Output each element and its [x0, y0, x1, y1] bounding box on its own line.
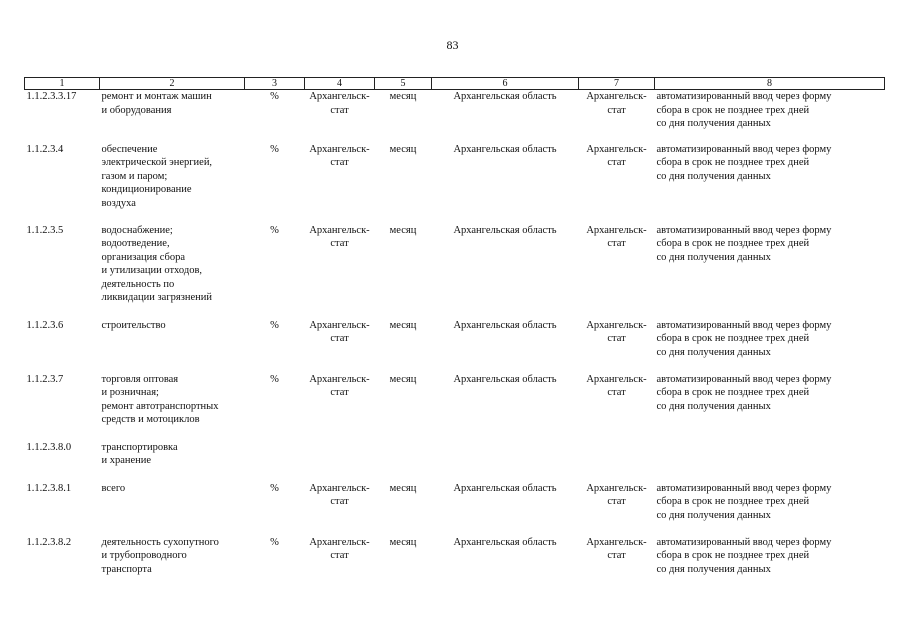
- period-cell: месяц: [389, 482, 417, 494]
- table-row: [25, 143, 885, 224]
- period-cell: месяц: [389, 224, 417, 236]
- indicator-code: 1.1.2.3.7: [26, 373, 64, 385]
- period-cell: месяц: [389, 143, 417, 155]
- responsible-cell: Архангельск- стат: [586, 536, 647, 561]
- source-cell: Архангельск- стат: [309, 536, 370, 561]
- source-cell: Архангельск- стат: [309, 319, 370, 344]
- unit-cell: %: [270, 373, 279, 385]
- indicator-code: 1.1.2.3.5: [26, 224, 64, 236]
- indicator-code: 1.1.2.3.8.1: [26, 482, 72, 494]
- period-cell: [375, 441, 432, 482]
- indicator-code: 1.1.2.3.3.17: [26, 91, 77, 102]
- territory-cell: Архангельская область: [453, 536, 557, 548]
- indicator-name: транспортировка и хранение: [101, 441, 178, 466]
- indicator-name: водоснабжение; водоотведение, организация сбора и утилизации отходов, деятельность по ликвидации загрязнений: [101, 224, 213, 303]
- period-cell: месяц: [389, 373, 417, 385]
- responsible-cell: Архангельск- стат: [586, 224, 647, 249]
- column-header: 3: [245, 78, 305, 90]
- indicator-name: деятельность сухопутного и трубопроводного транспорта: [101, 536, 219, 575]
- method-cell: автоматизированный ввод через форму сбора в срок не позднее трех дней со дня получения данных: [656, 536, 832, 575]
- table-row: [25, 441, 885, 482]
- territory-cell: Архангельская область: [453, 319, 557, 331]
- unit-cell: %: [270, 482, 279, 494]
- period-cell: месяц: [389, 91, 417, 102]
- table-row: [25, 373, 885, 441]
- unit-cell: %: [270, 224, 279, 236]
- period-cell: месяц: [389, 536, 417, 548]
- territory-cell: [432, 441, 579, 482]
- method-cell: автоматизированный ввод через форму сбора в срок не позднее трех дней со дня получения данных: [656, 319, 832, 358]
- column-header: 1: [25, 78, 100, 90]
- method-cell: автоматизированный ввод через форму сбора в срок не позднее трех дней со дня получения данных: [656, 482, 832, 521]
- unit-cell: %: [270, 536, 279, 548]
- method-cell: автоматизированный ввод через форму сбора в срок не позднее трех дней со дня получения данных: [656, 373, 832, 412]
- responsible-cell: Архангельск- стат: [586, 91, 647, 116]
- column-header: 5: [375, 78, 432, 90]
- indicator-code: 1.1.2.3.8.0: [26, 441, 72, 453]
- territory-cell: Архангельская область: [453, 482, 557, 494]
- table-row: [25, 90, 885, 143]
- indicator-name: всего: [101, 482, 126, 494]
- table-row: [25, 224, 885, 319]
- indicator-code: 1.1.2.3.6: [26, 319, 64, 331]
- page-number: 83: [446, 38, 459, 52]
- column-header: 8: [655, 78, 885, 90]
- indicator-code: 1.1.2.3.8.2: [26, 536, 72, 548]
- source-cell: Архангельск- стат: [309, 482, 370, 507]
- unit-cell: %: [270, 143, 279, 155]
- column-header: 4: [305, 78, 375, 90]
- table-row: [25, 482, 885, 536]
- unit-cell: %: [270, 319, 279, 331]
- indicator-name: ремонт и монтаж машин и оборудования: [101, 91, 212, 116]
- source-cell: [305, 441, 375, 482]
- responsible-cell: Архангельск- стат: [586, 373, 647, 398]
- method-cell: [655, 441, 885, 482]
- territory-cell: Архангельская область: [453, 143, 557, 155]
- indicator-name: торговля оптовая и розничная; ремонт автотранспортных средств и мотоциклов: [101, 373, 219, 425]
- column-header: 6: [432, 78, 579, 90]
- column-header: 2: [100, 78, 245, 90]
- source-cell: Архангельск- стат: [309, 91, 370, 116]
- territory-cell: Архангельская область: [453, 373, 557, 385]
- method-cell: автоматизированный ввод через форму сбора в срок не позднее трех дней со дня получения данных: [656, 91, 832, 129]
- method-cell: автоматизированный ввод через форму сбора в срок не позднее трех дней со дня получения данных: [656, 143, 832, 182]
- responsible-cell: Архангельск- стат: [586, 319, 647, 344]
- source-cell: Архангельск- стат: [309, 373, 370, 398]
- responsible-cell: Архангельск- стат: [586, 143, 647, 168]
- indicator-name: обеспечение электрической энергией, газом и паром; кондиционирование воздуха: [101, 143, 213, 209]
- territory-cell: Архангельская область: [453, 91, 557, 102]
- unit-cell: [245, 441, 305, 482]
- responsible-cell: [579, 441, 655, 482]
- column-number-header: [25, 78, 885, 90]
- column-header: 7: [579, 78, 655, 90]
- responsible-cell: Архангельск- стат: [586, 482, 647, 507]
- table-row: [25, 319, 885, 373]
- table-row: [25, 536, 885, 581]
- unit-cell: %: [270, 91, 279, 102]
- indicator-code: 1.1.2.3.4: [26, 143, 64, 155]
- method-cell: автоматизированный ввод через форму сбора в срок не позднее трех дней со дня получения данных: [656, 224, 832, 263]
- period-cell: месяц: [389, 319, 417, 331]
- indicator-name: строительство: [101, 319, 166, 331]
- source-cell: Архангельск- стат: [309, 143, 370, 168]
- indicator-table: [24, 77, 885, 581]
- territory-cell: Архангельская область: [453, 224, 557, 236]
- source-cell: Архангельск- стат: [309, 224, 370, 249]
